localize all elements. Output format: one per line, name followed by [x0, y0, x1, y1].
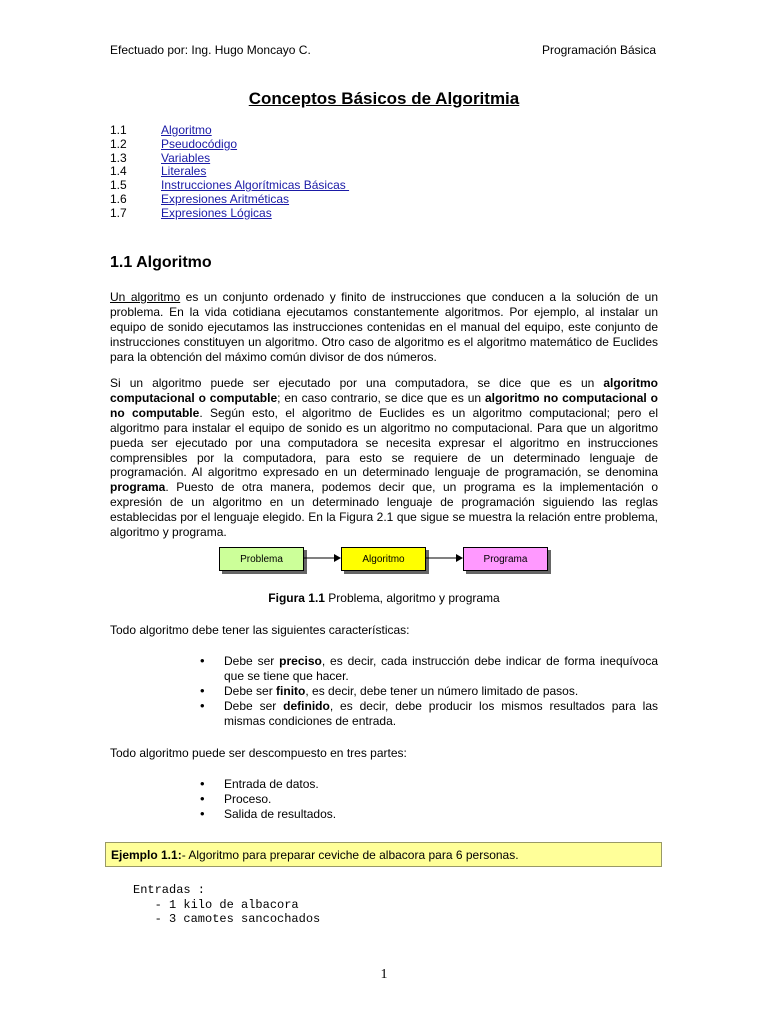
page-title: Conceptos Básicos de Algoritmia	[248, 89, 520, 108]
arrow-icon	[304, 551, 342, 565]
table-of-contents	[110, 124, 349, 221]
header-course: Programación Básica	[541, 43, 656, 57]
code-line: - 3 camotes sancochados	[133, 912, 321, 926]
bullet-icon: •	[200, 682, 205, 698]
bullet-icon: •	[200, 805, 205, 821]
toc-item	[110, 179, 349, 193]
caption-text: Problema, algoritmo y programa	[324, 591, 500, 605]
code-line: - 1 kilo de albacora	[133, 897, 299, 912]
box-label: Programa	[483, 553, 528, 565]
item-text: Proceso.	[224, 791, 272, 806]
item-text: , es decir, cada instrucción debe indicar de forma inequívoca que se tiene que hacer.	[224, 654, 658, 683]
paragraph-computable	[110, 376, 658, 540]
toc-item	[110, 152, 349, 166]
paragraph-text: . Puesto de otra manera, podemos decir que, un programa es la implementación o expresión de un algoritmo en un determinado lenguaje de programación siguiendo las reglas establecidas por el lenguaje elegido. En la Figura 2.1 que sigue se muestra la relación entre problema, algoritmo y programa.	[110, 480, 658, 540]
characteristics-list	[200, 654, 658, 729]
toc-link-variables[interactable]: Variables	[161, 150, 211, 165]
term-no-computable: algoritmo no computacional o no computable	[110, 390, 658, 420]
paragraph-definition	[110, 290, 658, 365]
toc-number: 1.5	[110, 178, 127, 193]
item-term: preciso	[279, 654, 322, 668]
toc-item	[110, 124, 349, 138]
paragraph-text: ; en caso contrario, se dice que es un	[277, 390, 485, 405]
parts-list	[200, 777, 658, 822]
toc-link-pseudocodigo[interactable]: Pseudocódigo	[161, 136, 238, 151]
example-box	[105, 842, 662, 867]
bullet-icon: •	[200, 653, 205, 668]
box-algoritmo	[341, 547, 426, 571]
caption-label: Figura 1.1	[268, 591, 325, 605]
item-text: Debe ser	[224, 683, 277, 698]
toc-item	[110, 138, 349, 152]
toc-number: 1.7	[110, 205, 127, 220]
list-item	[200, 807, 658, 822]
box-label: Algoritmo	[362, 553, 405, 565]
toc-item	[110, 165, 349, 179]
toc-link-instrucciones[interactable]: Instrucciones Algorítmicas Básicas	[161, 178, 350, 193]
arrow-icon	[426, 551, 464, 565]
toc-number: 1.6	[110, 191, 127, 206]
toc-item	[110, 207, 349, 221]
bullet-icon: •	[200, 776, 205, 791]
paragraph-text: . Según esto, el algoritmo de Euclides es un algoritmo computacional; pero el algoritmo para instalar el equipo de sonido es un algoritmo no computacional. Para que un algoritmo pueda ser ejecutado por una computadora se necesita expresar el algoritmo en instrucciones comprensibles por la computadora, para esto se requiere de un determinado lenguaje de programación. Al algoritmo expresado en un determinado lenguaje de programación, se denomina	[110, 405, 658, 480]
header-author: Efectuado por: Ing. Hugo Moncayo C.	[110, 43, 311, 57]
list-item	[200, 684, 658, 699]
bullet-icon: •	[200, 790, 205, 806]
list-item	[200, 699, 658, 729]
toc-number: 1.1	[110, 123, 127, 137]
item-term: definido	[283, 698, 330, 713]
item-text: Debe ser	[224, 654, 280, 668]
item-term: finito	[276, 683, 306, 698]
list-item	[200, 654, 658, 684]
box-programa	[463, 547, 548, 571]
paragraph-text: es un conjunto ordenado y finito de instrucciones que conducen a la solución de un problema. En la vida cotidiana ejecutamos constantemente algoritmos. Por ejemplo, al instalar un equipo de sonido ejecutamos las instrucciones contenidas en el manual del equipo, este conjunto de instrucciones constituyen un algoritmo. Otro caso de algoritmo es el algoritmo matemático de Euclides para la obtención del máximo común divisor de dos números.	[110, 290, 659, 364]
item-text: Debe ser	[224, 698, 284, 713]
characteristics-intro: Todo algoritmo debe tener las siguientes características:	[110, 623, 410, 637]
paragraph-text: Si un algoritmo puede ser ejecutado por una computadora, se dice que es un	[110, 376, 604, 390]
code-block	[133, 883, 320, 927]
toc-number: 1.2	[110, 136, 127, 151]
list-item	[200, 792, 658, 807]
section-heading: 1.1 Algoritmo	[110, 254, 212, 271]
bullet-icon: •	[200, 697, 205, 713]
box-problema	[219, 547, 304, 571]
toc-link-literales[interactable]: Literales	[161, 164, 207, 179]
figure-caption	[0, 591, 768, 605]
example-label: Ejemplo 1.1:	[111, 848, 182, 862]
toc-link-expresiones-aritmeticas[interactable]: Expresiones Aritméticas	[161, 191, 290, 206]
item-text: , es decir, debe producir los mismos resultados para las mismas condiciones de entrada.	[224, 698, 659, 728]
box-label: Problema	[240, 553, 283, 565]
term-algoritmo: Un algoritmo	[110, 290, 181, 304]
term-computable: algoritmo computacional o computable	[110, 376, 658, 405]
list-item	[200, 777, 658, 792]
code-line: Entradas :	[133, 883, 206, 897]
example-text: - Algoritmo para preparar ceviche de albacora para 6 personas.	[181, 848, 519, 862]
toc-number: 1.3	[110, 150, 127, 165]
toc-link-expresiones-logicas[interactable]: Expresiones Lógicas	[161, 205, 272, 220]
item-text: , es decir, debe tener un número limitado de pasos.	[305, 683, 579, 698]
item-text: Entrada de datos.	[224, 777, 319, 791]
page-number: 1	[380, 967, 388, 982]
toc-item	[110, 193, 349, 207]
term-programa: programa	[110, 480, 166, 495]
item-text: Salida de resultados.	[224, 806, 337, 821]
parts-intro: Todo algoritmo puede ser descompuesto en tres partes:	[110, 746, 407, 760]
toc-link-algoritmo[interactable]: Algoritmo	[161, 123, 212, 137]
toc-number: 1.4	[110, 164, 127, 179]
